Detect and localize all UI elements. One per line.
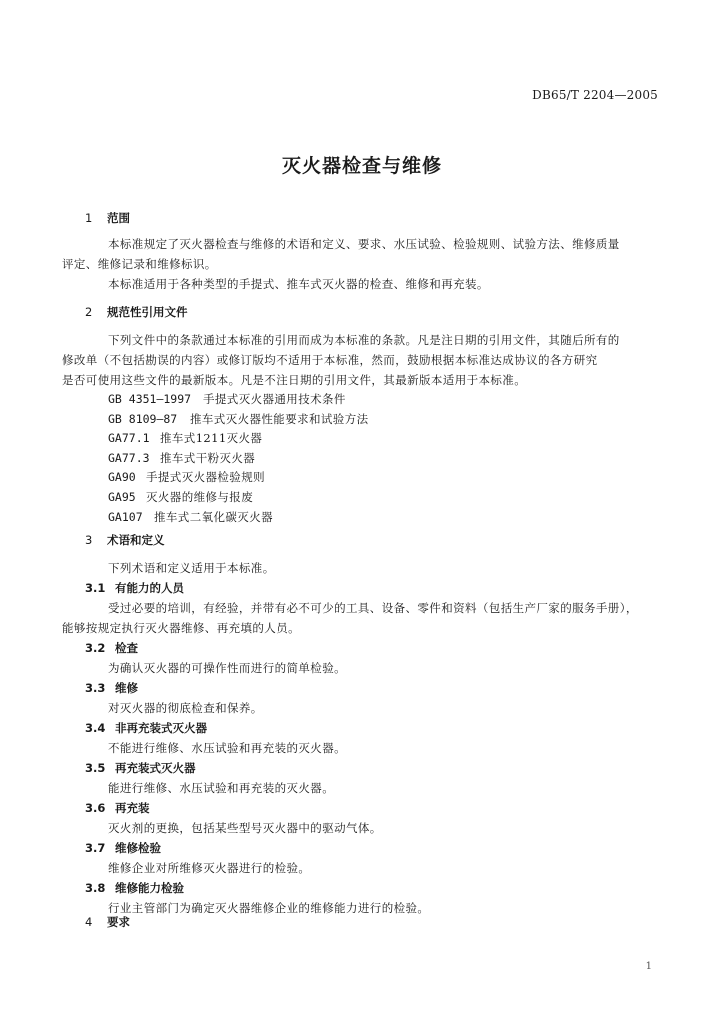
term-number: 3.3 — [85, 681, 106, 695]
text-line: 不能进行维修、水压试验和再充装的灭火器。 — [108, 741, 346, 755]
reference-name: 手提式灭火器检验规则 — [146, 470, 265, 485]
reference-item — [85, 468, 665, 488]
section-heading — [85, 530, 665, 550]
section-number: 4 — [85, 915, 93, 929]
reference-item — [85, 449, 665, 469]
term-definition — [85, 698, 665, 718]
reference-code: GA77.1 — [108, 431, 150, 446]
term-heading — [85, 758, 665, 778]
section-heading — [85, 912, 665, 932]
term-title: 维修 — [115, 681, 138, 695]
text-line: 对灭火器的彻底检查和保养。 — [108, 701, 263, 715]
page-number: 1 — [645, 961, 652, 972]
text-line: 本标准规定了灭火器检查与维修的术语和定义、要求、水压试验、检验规则、试验方法、维修质量 — [108, 237, 620, 251]
section-heading — [85, 208, 665, 228]
reference-code: GB 8109—87 — [108, 411, 178, 426]
term-heading — [85, 718, 665, 738]
text-line: 下列术语和定义适用于本标准。 — [108, 561, 275, 575]
text-line: 能够按规定执行灭火器维修、再充填的人员。 — [62, 621, 300, 635]
section-title: 范围 — [107, 211, 130, 225]
term-number: 3.8 — [85, 881, 106, 895]
paragraph — [62, 234, 665, 274]
reference-code: GB 4351—1997 — [108, 392, 192, 406]
text-line: 修改单（不包括勘误的内容）或修订版均不适用于本标准，然而，鼓励根据本标准达成协议的各方研究 — [62, 353, 598, 367]
term-heading — [85, 798, 665, 818]
section-title: 规范性引用文件 — [107, 305, 188, 319]
reference-code: GA95 — [108, 489, 136, 504]
reference-code: GA90 — [108, 470, 136, 485]
term-heading — [85, 838, 665, 858]
section-heading — [85, 302, 665, 322]
reference-name: 推车式灭火器性能要求和试验方法 — [190, 411, 369, 426]
reference-name: 推车式二氧化碳灭火器 — [154, 509, 273, 524]
term-definition — [85, 738, 665, 758]
term-number: 3.6 — [85, 801, 106, 815]
reference-name: 推车式1211灭火器 — [160, 431, 263, 446]
term-number: 3.1 — [85, 581, 106, 595]
paragraph — [85, 558, 665, 578]
text-line: 为确认灭火器的可操作性而进行的简单检验。 — [108, 661, 346, 675]
reference-code: GA107 — [108, 509, 143, 524]
term-title: 有能力的人员 — [115, 581, 184, 595]
term-number: 3.2 — [85, 641, 106, 655]
text-line: 维修企业对所维修灭火器进行的检验。 — [108, 861, 311, 875]
term-title: 再充装 — [115, 801, 150, 815]
term-number: 3.4 — [85, 721, 106, 735]
section-number: 2 — [85, 305, 93, 319]
term-heading — [85, 878, 665, 898]
text-line: 是否可使用这些文件的最新版本。凡是不注日期的引用文件，其最新版本适用于本标准。 — [62, 373, 527, 387]
term-definition — [85, 818, 665, 838]
section-number: 3 — [85, 533, 93, 547]
term-title: 非再充装式灭火器 — [115, 721, 207, 735]
paragraph — [62, 330, 665, 390]
reference-item — [85, 390, 665, 410]
section-scope — [62, 208, 665, 294]
document-title: 灭火器检查与维修 — [281, 155, 442, 177]
text-line: 能进行维修、水压试验和再充装的灭火器。 — [108, 781, 335, 795]
text-line: 下列文件中的条款通过本标准的引用而成为本标准的条款。凡是注日期的引用文件，其随后所有的 — [108, 333, 620, 347]
term-title: 检查 — [115, 641, 138, 655]
section-requirements — [85, 912, 665, 932]
section-number: 1 — [85, 211, 93, 225]
section-title: 要求 — [107, 915, 130, 929]
term-heading — [85, 678, 665, 698]
reference-name: 灭火器的维修与报废 — [146, 489, 254, 504]
term-title: 维修检验 — [115, 841, 161, 855]
term-definition — [85, 778, 665, 798]
term-number: 3.7 — [85, 841, 106, 855]
term-definition — [85, 658, 665, 678]
text-line: 受过必要的培训，有经验，并带有必不可少的工具、设备、零件和资料（包括生产厂家的服务手册）， — [108, 601, 638, 615]
reference-item — [85, 508, 665, 528]
text-line: 灭火剂的更换，包括某些型号灭火器中的驱动气体。 — [108, 821, 382, 835]
term-definition — [85, 858, 665, 878]
reference-code: GA77.3 — [108, 450, 150, 465]
reference-item — [85, 488, 665, 508]
section-normative-references — [62, 302, 665, 527]
paragraph — [85, 274, 665, 294]
reference-name: 手提式灭火器通用技术条件 — [203, 392, 346, 406]
reference-item — [85, 429, 665, 449]
text-line: 行业主管部门为确定灭火器维修企业的维修能力进行的检验。 — [108, 901, 430, 915]
term-heading — [85, 638, 665, 658]
term-title: 维修能力检验 — [115, 881, 184, 895]
section-title: 术语和定义 — [107, 533, 165, 547]
term-definition — [62, 598, 665, 638]
standard-code: DB65/T 2204—2005 — [532, 88, 658, 102]
text-line: 评定、维修记录和维修标识。 — [62, 257, 217, 271]
term-title: 再充装式灭火器 — [115, 761, 196, 775]
term-heading — [85, 578, 665, 598]
reference-name: 推车式干粉灭火器 — [160, 450, 256, 465]
reference-item — [85, 410, 665, 430]
section-terms-definitions — [62, 530, 665, 918]
term-number: 3.5 — [85, 761, 106, 775]
text-line: 本标准适用于各种类型的手提式、推车式灭火器的检查、维修和再充装。 — [108, 277, 489, 291]
reference-list — [85, 390, 665, 527]
